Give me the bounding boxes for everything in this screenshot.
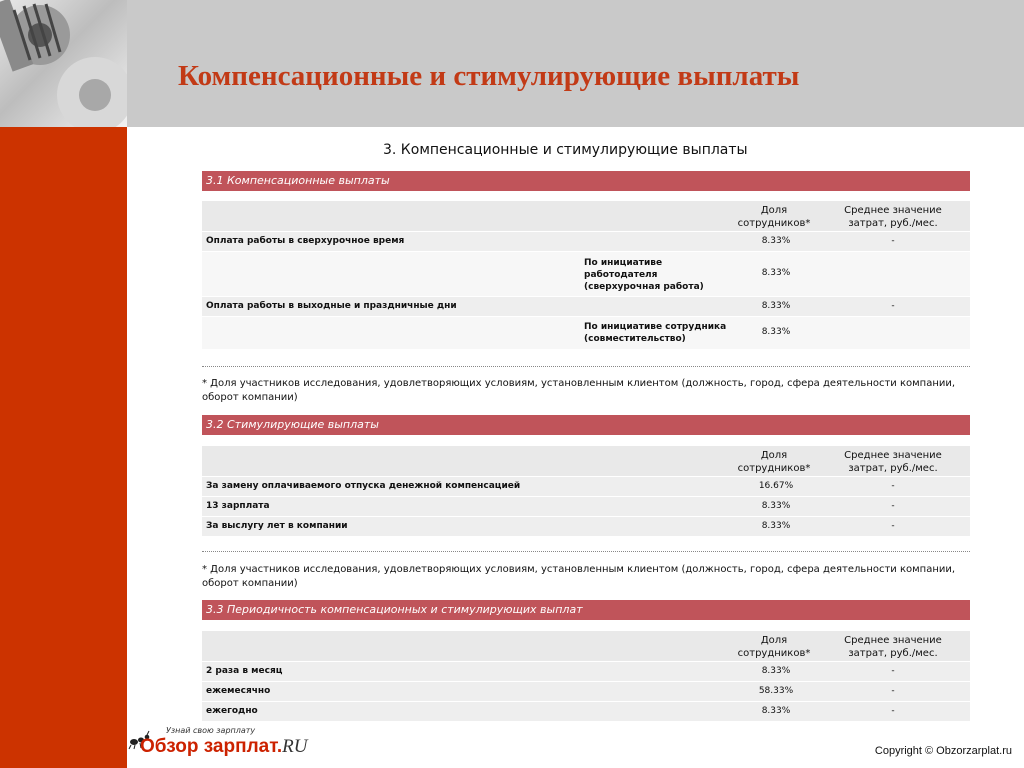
section-header-compensation: 3.1 Компенсационные выплаты — [202, 171, 970, 191]
slide-title: Компенсационные и стимулирующие выплаты — [178, 60, 800, 92]
table-row — [202, 232, 970, 252]
row-share: 8.33% — [761, 501, 791, 511]
row-average: - — [891, 706, 895, 716]
share-column-header: Доля сотрудников* — [737, 450, 811, 474]
row-share: 8.33% — [761, 236, 791, 246]
table-row — [202, 497, 970, 517]
row-label: ежемесячно — [206, 686, 271, 696]
table-header-row — [202, 446, 970, 477]
table-row — [202, 682, 970, 702]
left-accent-bar — [0, 127, 127, 768]
row-share: 8.33% — [761, 521, 791, 531]
periodicity-table — [202, 631, 970, 722]
logo-wordmark: Обзор зарплат.RU — [140, 736, 308, 757]
row-share: 8.33% — [761, 666, 791, 676]
row-sublabel: По инициативе работодателя (сверхурочная работа) — [584, 258, 704, 292]
row-sublabel: По инициативе сотрудника (совместительство) — [584, 322, 727, 344]
table-row — [202, 252, 970, 297]
divider — [202, 551, 970, 552]
row-label: 13 зарплата — [206, 501, 270, 511]
footnote: * Доля участников исследования, удовлетворяющих условиям, установленным клиентом (должность, город, сфера деятельности компании, оборот компании) — [202, 564, 956, 589]
company-logo[interactable] — [128, 724, 328, 768]
row-label: ежегодно — [206, 706, 258, 716]
row-average: - — [891, 666, 895, 676]
table-row — [202, 662, 970, 682]
share-column-header: Доля сотрудников* — [737, 635, 811, 659]
section-header-incentive: 3.2 Стимулирующие выплаты — [202, 415, 970, 435]
divider — [202, 366, 970, 367]
row-label: За замену оплачиваемого отпуска денежной компенсацией — [206, 481, 521, 491]
row-average: - — [891, 686, 895, 696]
table-row — [202, 702, 970, 722]
table-row — [202, 297, 970, 317]
row-share: 8.33% — [761, 268, 791, 278]
row-label: 2 раза в месяц — [206, 666, 283, 676]
row-average: - — [891, 481, 895, 491]
logo-tagline: Узнай свою зарплату — [166, 726, 256, 735]
copyright-text: Copyright © Obzorzarplat.ru — [874, 745, 1012, 757]
gear-image — [0, 0, 127, 127]
share-column-header: Доля сотрудников* — [737, 205, 811, 229]
row-share: 8.33% — [761, 301, 791, 311]
average-column-header: Среднее значение затрат, руб./мес. — [844, 205, 942, 229]
row-label: Оплата работы в выходные и праздничные дни — [206, 301, 457, 311]
row-average: - — [891, 521, 895, 531]
row-share: 58.33% — [758, 686, 794, 696]
document-title: 3. Компенсационные и стимулирующие выплаты — [383, 142, 748, 158]
row-label: За выслугу лет в компании — [206, 521, 348, 531]
compensation-table — [202, 201, 970, 350]
table-header-row — [202, 631, 970, 662]
table-row — [202, 317, 970, 350]
row-average: - — [891, 501, 895, 511]
row-share: 8.33% — [761, 327, 791, 337]
footnote: * Доля участников исследования, удовлетворяющих условиям, установленным клиентом (должность, город, сфера деятельности компании, оборот компании) — [202, 378, 956, 403]
row-label: Оплата работы в сверхурочное время — [206, 236, 405, 246]
table-header-row — [202, 201, 970, 232]
row-average: - — [891, 236, 895, 246]
table-row — [202, 517, 970, 537]
table-row — [202, 477, 970, 497]
incentive-table — [202, 446, 970, 537]
average-column-header: Среднее значение затрат, руб./мес. — [844, 450, 942, 474]
row-average: - — [891, 301, 895, 311]
average-column-header: Среднее значение затрат, руб./мес. — [844, 635, 942, 659]
row-share: 16.67% — [758, 481, 794, 491]
row-share: 8.33% — [761, 706, 791, 716]
section-header-periodicity: 3.3 Периодичность компенсационных и стимулирующих выплат — [202, 600, 970, 620]
